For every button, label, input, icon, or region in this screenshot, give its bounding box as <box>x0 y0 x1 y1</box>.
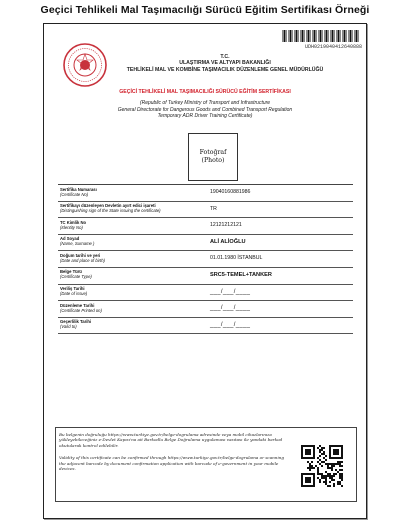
field-label: TC Kimlik No <box>60 219 87 225</box>
field-label: Belge Türü <box>60 269 82 275</box>
field-label-en: (Date of issue) <box>60 291 88 297</box>
field-value: ___/___/____ <box>210 321 251 328</box>
field-row <box>58 251 353 268</box>
subtitle-line-3: Temporary ADR Driver Training Certificate) <box>157 113 253 120</box>
field-label: Veriliş Tarihi <box>60 286 85 292</box>
certificate-sheet <box>43 23 367 519</box>
verification-text-en: Validity of this certificate can be confirmed through https://www.turkiye.gov.tr/belge-dogrulama or scanning the adjacent barcode by document confirmation application with barcode of e-government in your mobile devices. <box>59 455 285 472</box>
ministry-header <box>94 54 356 73</box>
verification-text <box>59 432 291 478</box>
subtitle-line-1: (Republic of Turkey Ministry of Transport and Infrastructure <box>139 100 271 106</box>
certificate-title: GEÇİCİ TEHLİKELİ MAL TAŞIMACILIĞI SÜRÜCÜ EĞİTİM SERTİFİKASI <box>119 89 291 95</box>
field-row <box>58 318 353 335</box>
field-label: Doğum tarihi ve yeri <box>60 252 101 258</box>
ministry-line-2: ULAŞTIRMA VE ALTYAPI BAKANLIĞI <box>179 60 271 67</box>
certificate-subtitle <box>54 100 356 120</box>
field-label: Düzenleme Tarihi <box>60 302 95 308</box>
field-value: 01.01.1980 İSTANBUL <box>210 255 263 262</box>
field-label: Ad Soyad <box>60 236 80 242</box>
barcode-icon <box>282 30 360 42</box>
field-value: ___/___/____ <box>210 288 251 295</box>
field-row <box>58 301 353 318</box>
field-label-en: (Name, Surname ) <box>60 241 95 247</box>
field-row <box>58 202 353 219</box>
field-value: TR <box>210 205 217 212</box>
field-value: ___/___/____ <box>210 305 251 312</box>
field-label: Sertifika Numarası <box>60 186 97 192</box>
verification-footer <box>55 427 357 502</box>
field-label-en: (Distinguishing sign of the State issuing the certificate) <box>60 208 161 214</box>
certificate-fields-table <box>58 184 353 334</box>
photo-label-en: (Photo) <box>201 157 225 164</box>
page-heading: Geçici Tehlikeli Mal Taşımacılığı Sürücü Eğitim Sertifikası Örneği <box>40 4 370 16</box>
field-row <box>58 285 353 302</box>
field-label: Sertifikayı düzenleyen Devletin ayırt edici işareti <box>60 203 156 209</box>
verification-text-tr: Bu belgenin doğruluğu https://www.turkiye.gov.tr/belge-dogrulama adresinde veya mobil cihazlarınıza yükleyebileceğiniz e-Devlet Kapısı'na ait Barkodlu Belge Doğrulama uygulaması vasıtası ile yandaki barkod okutularak kontrol edilebilir. <box>59 432 283 448</box>
photo-box <box>188 133 238 181</box>
field-label-en: (Certificate Printed on) <box>60 307 102 313</box>
qr-code-icon <box>301 445 343 487</box>
field-label-en: (Identity No) <box>60 224 83 230</box>
ministry-line-1: T.C. <box>220 54 230 60</box>
field-label-en: (Valid to) <box>60 324 77 330</box>
ministry-line-3: TEHLİKELİ MAL VE KOMBİNE TAŞIMACILIK DÜZENLEME GENEL MÜDÜRLÜĞÜ <box>126 66 324 73</box>
subtitle-line-2: General Directorate for Dangerous Goods and Combined Transport Regulation <box>117 106 293 113</box>
field-row <box>58 268 353 285</box>
field-row <box>58 218 353 235</box>
field-value: 12121212121 <box>210 222 242 229</box>
photo-label-tr: Fotoğraf <box>199 148 227 156</box>
field-value: SRC5-TEMEL+TANKER <box>210 271 272 278</box>
field-label: Geçerlilik Tarihi <box>60 319 92 325</box>
field-label-en: (Certificate No) <box>60 191 89 197</box>
field-label-en: (Certificate Type) <box>60 274 92 280</box>
barcode-number: UDH0219040412640888 <box>304 44 362 50</box>
field-label-en: (Date and place of birth) <box>60 257 105 263</box>
field-row <box>58 185 353 202</box>
field-row <box>58 235 353 252</box>
field-value: 19040160881986 <box>210 189 251 195</box>
field-value: ALİ ALİOĞLU <box>210 238 246 245</box>
